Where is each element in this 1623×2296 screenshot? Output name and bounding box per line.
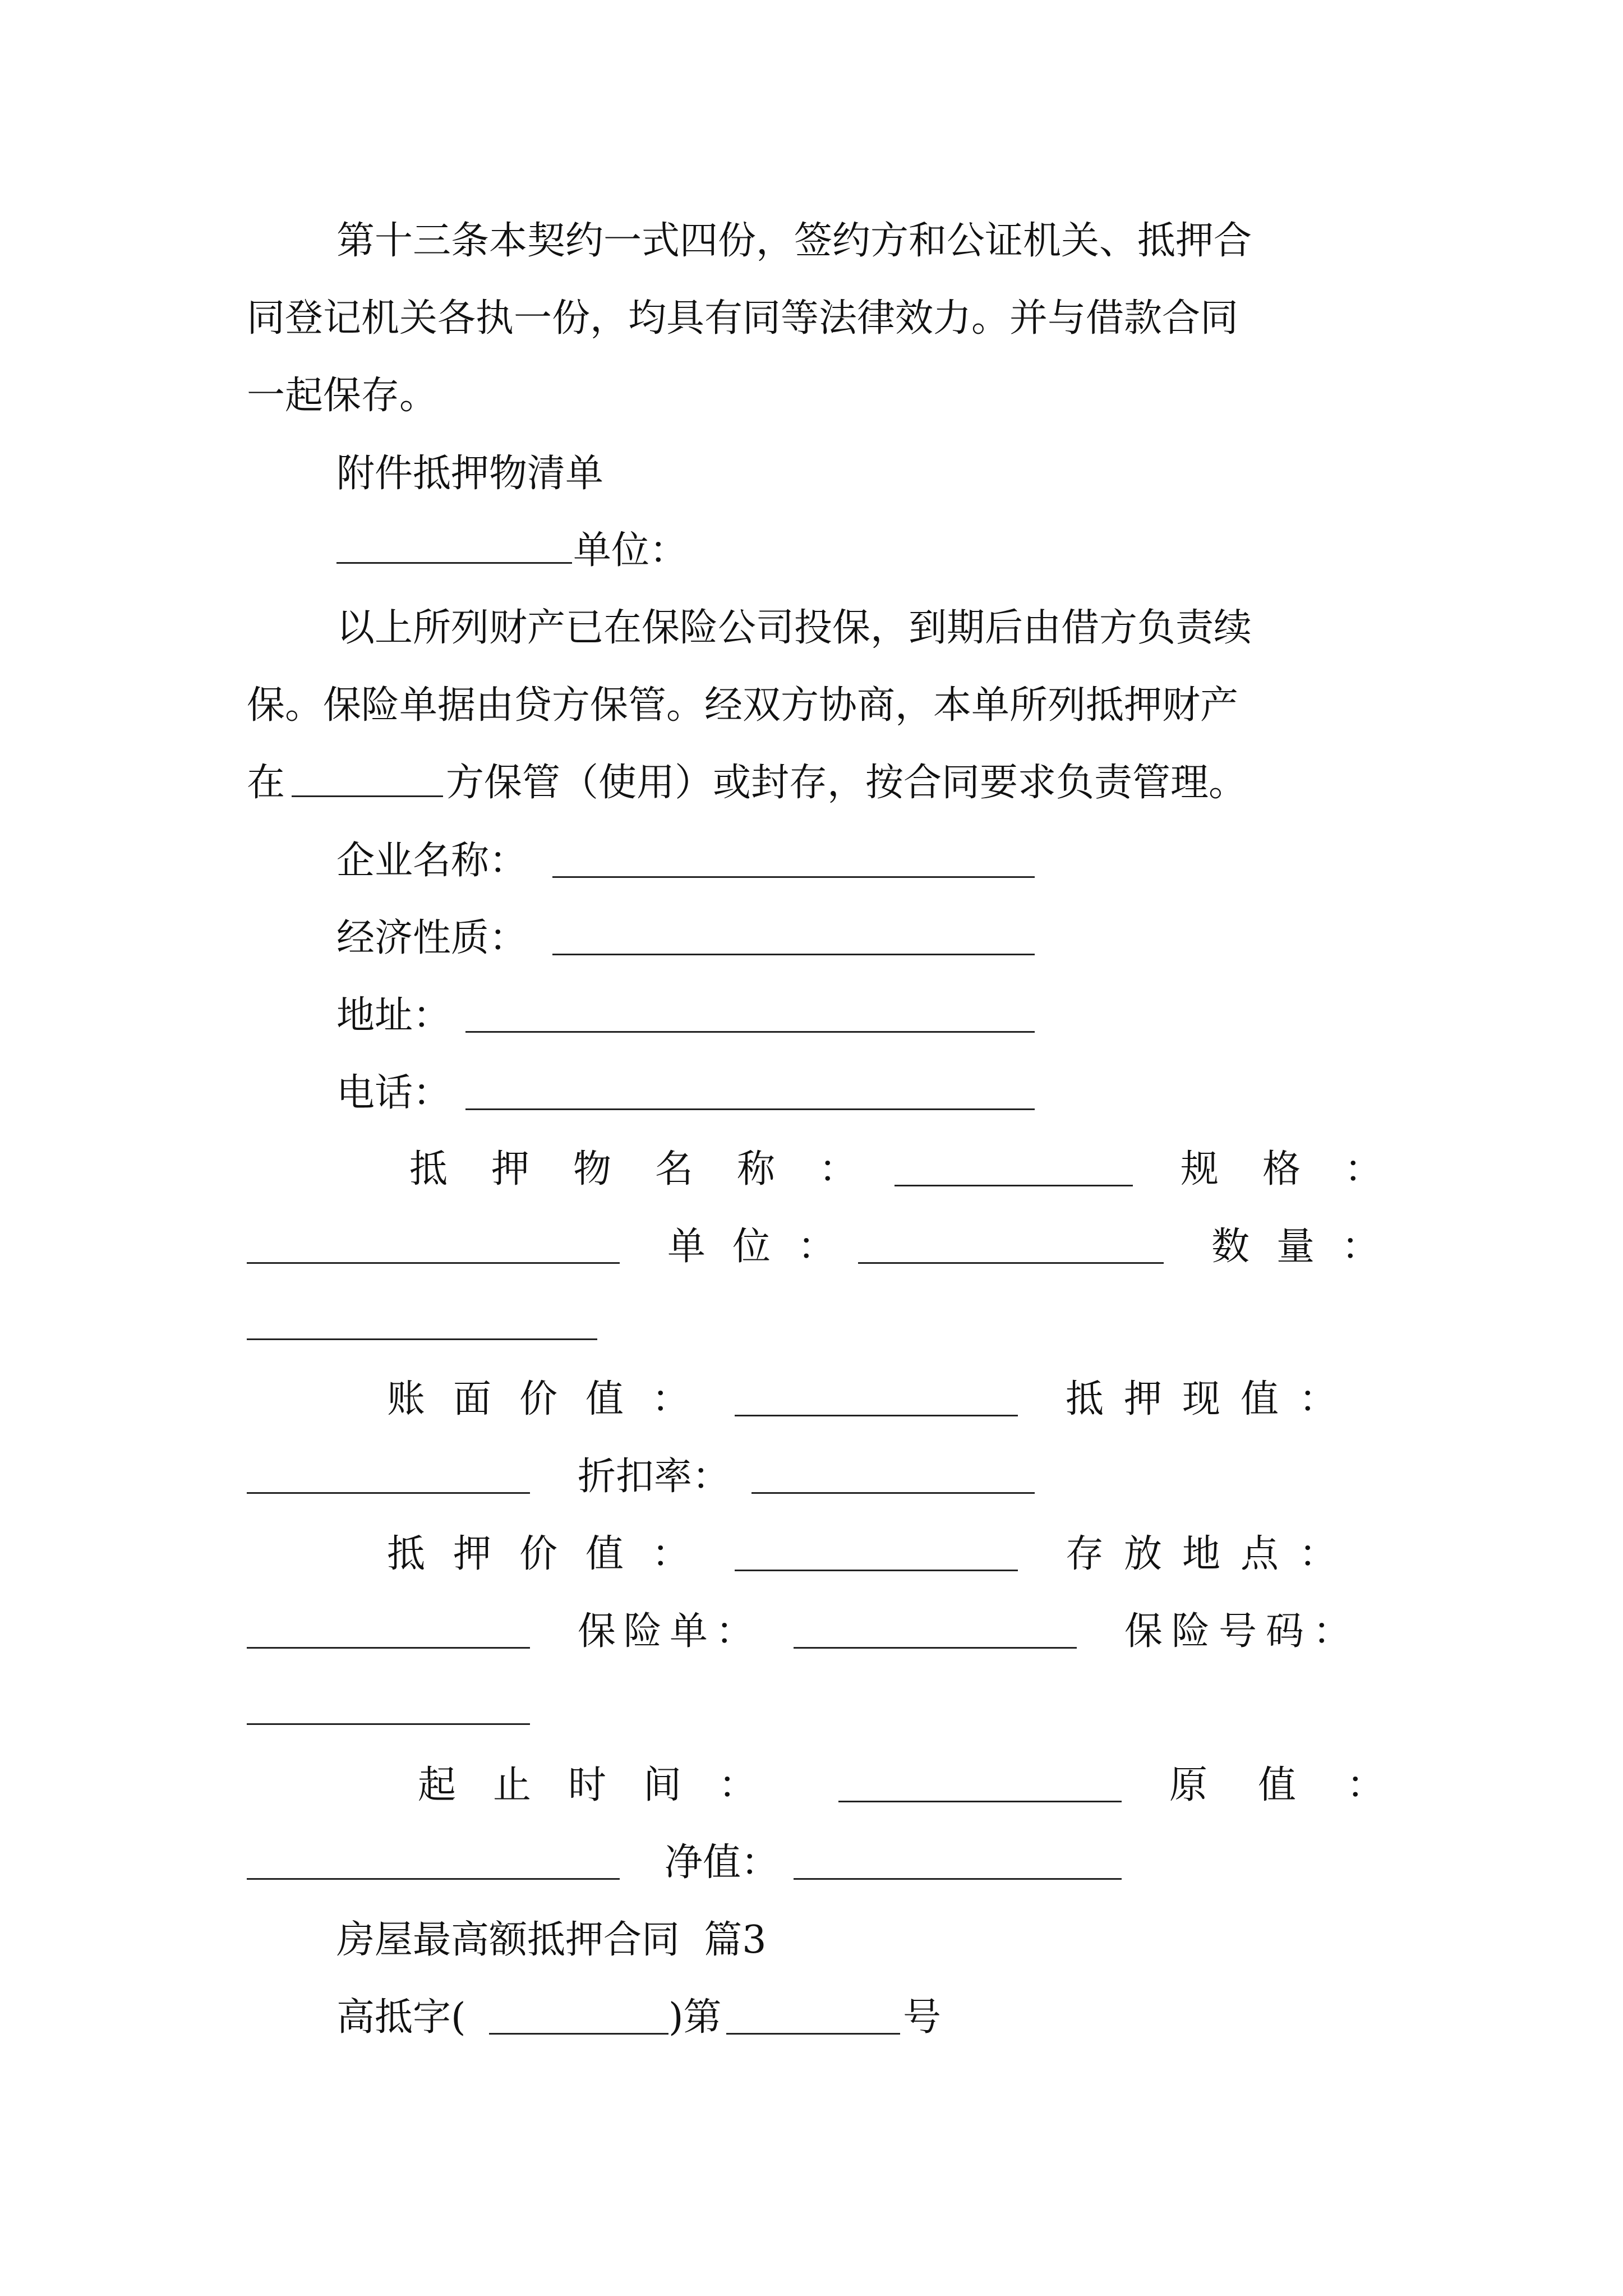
section-title: 房屋最高额抵押合同 篇3 bbox=[336, 1918, 767, 1962]
address-blank[interactable] bbox=[465, 1031, 1035, 1033]
attachment-title: 附件抵押物清单 bbox=[336, 452, 604, 496]
unit-label: 单位： bbox=[573, 528, 688, 573]
collateral-name-blank[interactable] bbox=[895, 1185, 1133, 1186]
book-value-label: 账面价值： bbox=[387, 1377, 718, 1421]
economic-nature-label: 经济性质： bbox=[336, 916, 528, 960]
original-value-blank[interactable] bbox=[247, 1878, 620, 1880]
period-label: 起止时间： bbox=[418, 1763, 794, 1807]
period-blank[interactable] bbox=[838, 1801, 1122, 1802]
insurance-line3-prefix: 在 bbox=[247, 761, 285, 805]
insurance-policy-blank[interactable] bbox=[794, 1647, 1077, 1649]
quantity-blank[interactable] bbox=[247, 1338, 597, 1340]
ref-suffix: 号 bbox=[903, 1995, 942, 2040]
spec-blank[interactable] bbox=[247, 1262, 620, 1264]
company-name-blank[interactable] bbox=[552, 876, 1035, 878]
storage-location-blank[interactable] bbox=[247, 1647, 530, 1649]
storage-location-label: 存放地点： bbox=[1066, 1532, 1358, 1576]
article13-line1: 第十三条本契约一式四份，签约方和公证机关、抵押合 bbox=[336, 219, 1252, 263]
insurance-line2: 保。保险单据由贷方保管。经双方协商，本单所列抵押财产 bbox=[247, 683, 1239, 728]
mortgage-value-blank[interactable] bbox=[735, 1570, 1018, 1571]
discount-rate-blank[interactable] bbox=[751, 1492, 1035, 1494]
mortgage-value-label: 抵押价值： bbox=[387, 1532, 718, 1576]
spec-label: 规格： bbox=[1181, 1147, 1427, 1191]
insurance-line1: 以上所列财产已在保险公司投保，到期后由借方负责续 bbox=[336, 606, 1252, 650]
ref-year-blank[interactable] bbox=[489, 2033, 668, 2035]
phone-blank[interactable] bbox=[465, 1108, 1035, 1110]
unit-field-label: 单位： bbox=[667, 1225, 863, 1269]
ref-prefix: 高抵字( bbox=[336, 1995, 466, 2040]
ref-middle: )第 bbox=[668, 1995, 722, 2040]
unit-field-blank[interactable] bbox=[858, 1262, 1164, 1264]
phone-label: 电话： bbox=[336, 1071, 451, 1115]
insurance-number-label: 保险号码： bbox=[1124, 1609, 1361, 1654]
ref-number-blank[interactable] bbox=[726, 2033, 900, 2035]
discount-rate-label: 折扣率： bbox=[578, 1455, 731, 1499]
insurance-line3-suffix: 方保管（使用）或封存，按合同要求负责管理。 bbox=[446, 761, 1247, 805]
original-value-label: 原值： bbox=[1169, 1763, 1436, 1807]
unit-blank[interactable] bbox=[336, 562, 572, 564]
collateral-name-label: 抵押物名称： bbox=[409, 1147, 901, 1191]
current-value-blank[interactable] bbox=[247, 1492, 530, 1494]
quantity-label: 数量： bbox=[1211, 1225, 1407, 1269]
insurance-policy-label: 保险单： bbox=[578, 1609, 762, 1654]
current-value-label: 抵押现值： bbox=[1066, 1377, 1358, 1421]
address-label: 地址： bbox=[336, 993, 451, 1038]
net-value-label: 净值： bbox=[665, 1841, 780, 1885]
custodian-blank[interactable] bbox=[292, 795, 443, 797]
book-value-blank[interactable] bbox=[735, 1415, 1018, 1416]
insurance-number-blank[interactable] bbox=[247, 1723, 530, 1725]
net-value-blank[interactable] bbox=[794, 1878, 1122, 1880]
company-name-label: 企业名称： bbox=[336, 839, 528, 883]
article13-line2: 同登记机关各执一份，均具有同等法律效力。并与借款合同 bbox=[247, 296, 1239, 341]
article13-line3: 一起保存。 bbox=[247, 374, 438, 418]
economic-nature-blank[interactable] bbox=[552, 954, 1035, 955]
